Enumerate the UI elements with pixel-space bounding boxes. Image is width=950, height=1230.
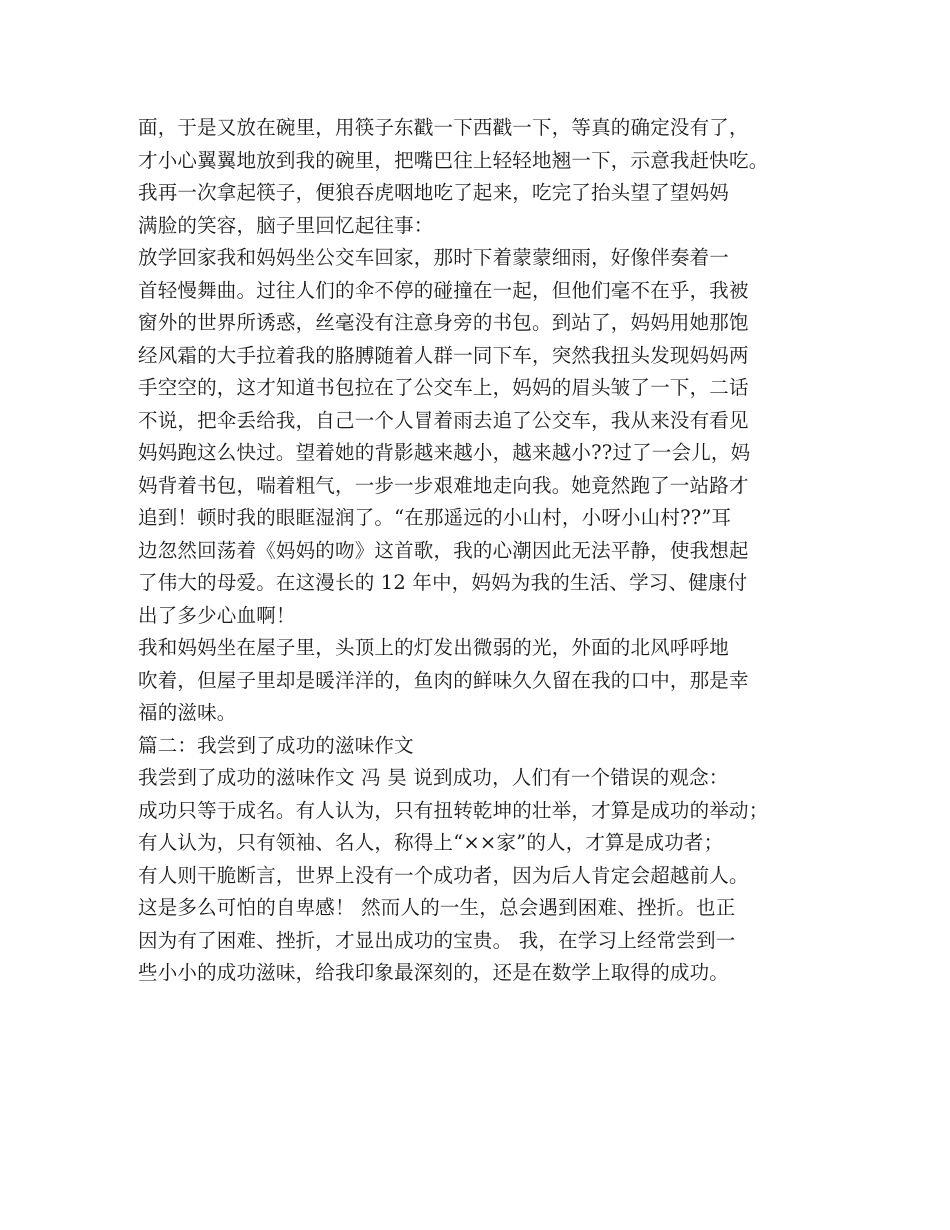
section-heading: 篇二：我尝到了成功的滋味作文 <box>138 733 414 757</box>
text-line: 经风霜的大手拉着我的胳膊随着人群一同下车，突然我扭头发现妈妈两 <box>138 343 749 367</box>
text-line: 成功只等于成名。有人认为，只有扭转乾坤的壮举，才算是成功的举动； <box>138 798 769 822</box>
text-line: 些小小的成功滋味，给我印象最深刻的，还是在数学上取得的成功。 <box>138 961 730 984</box>
text-line: 妈背着书包，喘着粗气，一步一步艰难地走向我。她竟然跑了一站路才 <box>138 473 749 497</box>
text-line: 了伟大的母爱。在这漫长的 12 年中，妈妈为我的生活、学习、健康付 <box>138 571 748 594</box>
text-line: 窗外的世界所诱惑，丝毫没有注意身旁的书包。到站了，妈妈用她那饱 <box>138 311 749 334</box>
text-line: 边忽然回荡着《妈妈的吻》这首歌，我的心潮因此无法平静，使我想起 <box>138 538 749 562</box>
text-line: 我和妈妈坐在屋子里，头顶上的灯发出微弱的光，外面的北风呼呼地 <box>138 636 730 659</box>
text-line: 手空空的，这才知道书包拉在了公交车上，妈妈的眉头皱了一下，二话 <box>138 376 749 399</box>
text-line: 我尝到了成功的滋味作文 冯 昊 说到成功，人们有一个错误的观念： <box>138 766 729 789</box>
text-line: 因为有了困难、挫折，才显出成功的宝贵。 我，在学习上经常尝到一 <box>138 928 736 952</box>
text-line: 有人认为，只有领袖、名人，称得上“××家”的人，才算是成功者； <box>138 831 724 854</box>
text-line: 不说，把伞丢给我，自己一个人冒着雨去追了公交车，我从来没有看见 <box>138 408 749 432</box>
document-body <box>138 112 838 990</box>
text-line: 这是多么可怕的自卑感！ 然而人的一生，总会遇到困难、挫折。也正 <box>138 896 736 919</box>
text-line: 吹着，但屋子里却是暖洋洋的，鱼肉的鲜味久久留在我的口中，那是幸 <box>138 668 749 692</box>
text-line: 有人则干脆断言，世界上没有一个成功者，因为后人肯定会超越前人。 <box>138 863 749 887</box>
text-line: 福的滋味。 <box>138 701 237 724</box>
text-line: 追到！顿时我的眼眶湿润了。“在那遥远的小山村，小呀小山村??”耳 <box>138 506 732 529</box>
text-line: 我再一次拿起筷子，便狼吞虎咽地吃了起来，吃完了抬头望了望妈妈 <box>138 181 730 204</box>
text-line: 才小心翼翼地放到我的碗里，把嘴巴往上轻轻地翘一下，示意我赶快吃。 <box>138 148 769 172</box>
text-line: 妈妈跑这么快过。望着她的背影越来越小，越来越小??过了一会儿，妈 <box>138 441 751 464</box>
text-line: 出了多少心血啊！ <box>138 603 296 627</box>
text-line: 首轻慢舞曲。过往人们的伞不停的碰撞在一起，但他们毫不在乎，我被 <box>138 278 749 302</box>
text-line: 放学回家我和妈妈坐公交车回家，那时下着蒙蒙细雨，好像伴奏着一 <box>138 246 730 269</box>
text-line: 满脸的笑容，脑子里回忆起往事： <box>138 213 434 237</box>
text-line: 面，于是又放在碗里，用筷子东戳一下西戳一下，等真的确定没有了， <box>138 116 749 139</box>
